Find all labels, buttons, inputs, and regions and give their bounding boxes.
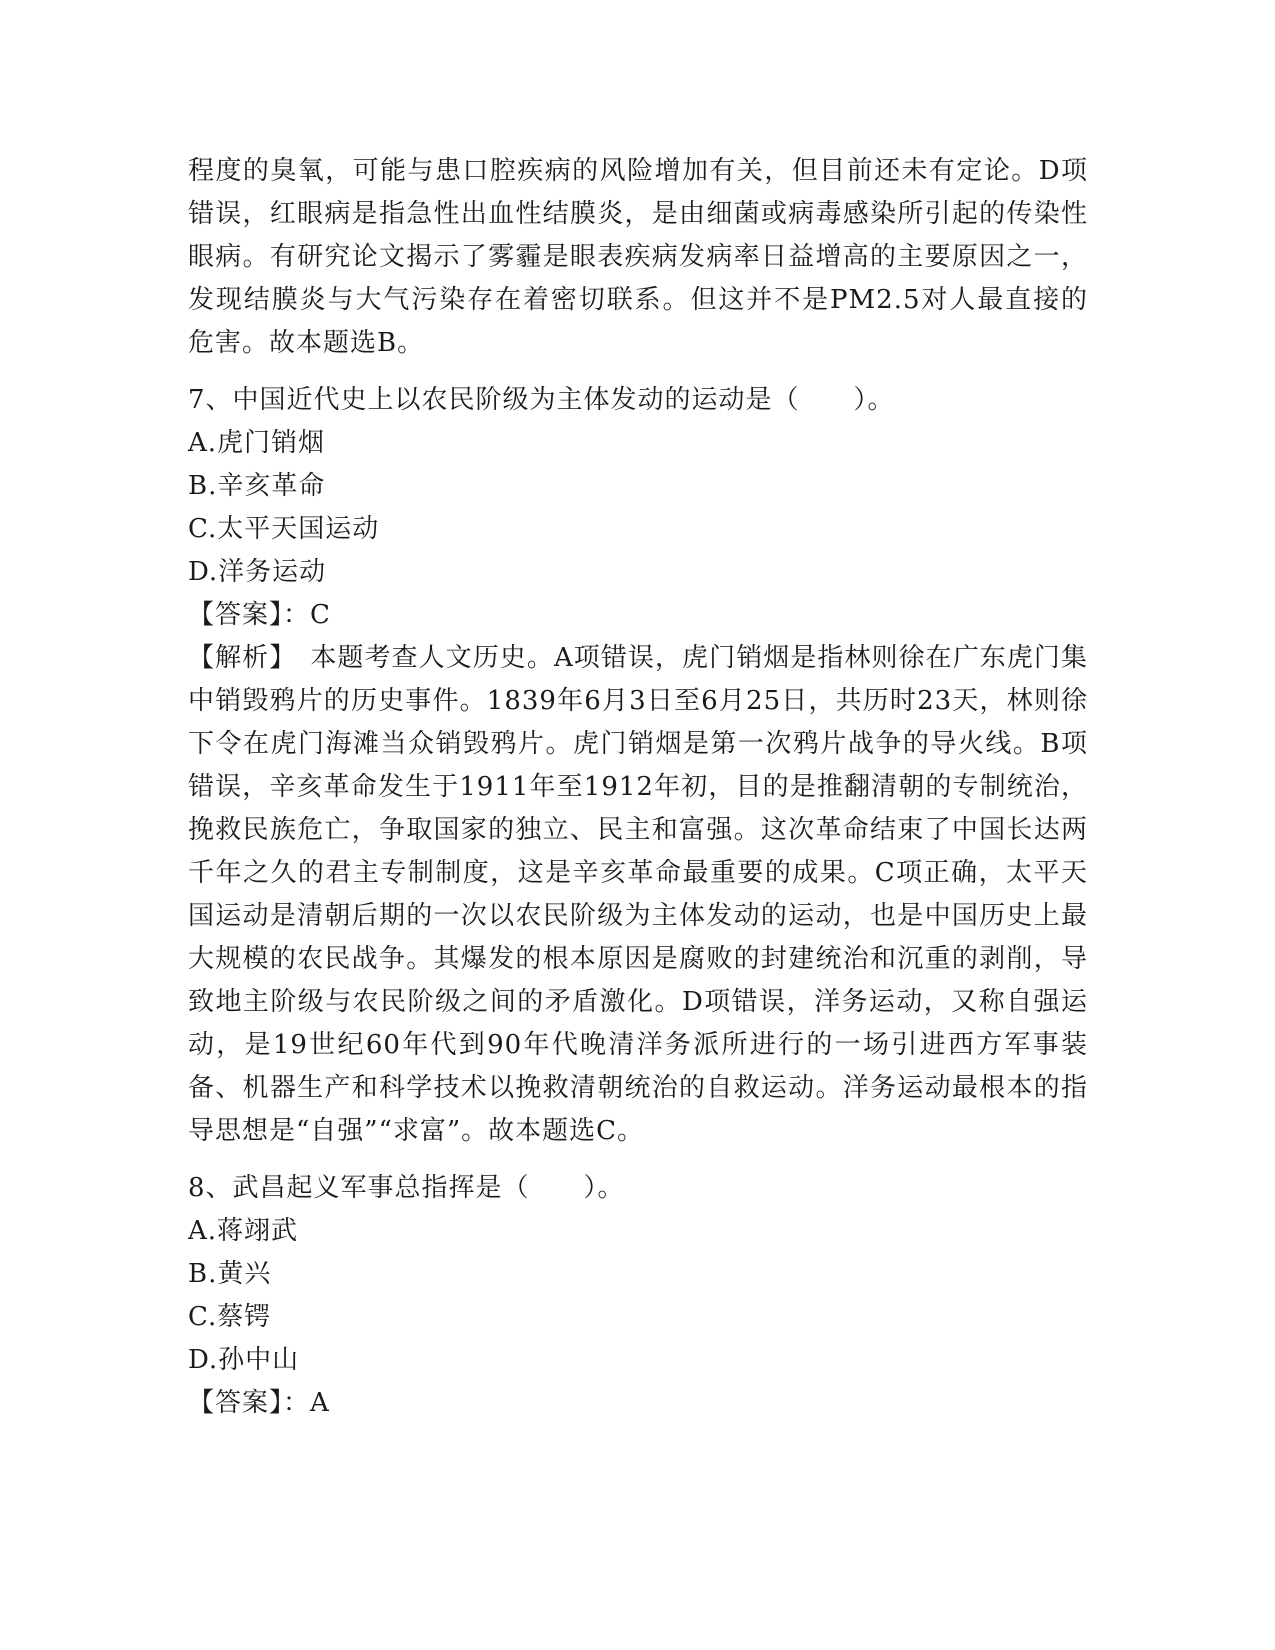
option-a: A.蒋翊武 [188,1216,299,1246]
option-c: C.蔡锷 [188,1302,272,1332]
question-stem: 8、武昌起义军事总指挥是（ ）。 [188,1173,625,1203]
question-stem: 7、中国近代史上以农民阶级为主体发动的运动是（ ）。 [188,385,895,415]
answer-line: 【答案】：A [188,1388,330,1418]
document-page [188,150,1088,1425]
option-a: A.虎门销烟 [188,428,326,458]
option-b: B.辛亥革命 [188,471,326,501]
question-7 [188,379,1088,1153]
previous-analysis-continuation: 程度的臭氧，可能与患口腔疾病的风险增加有关，但目前还未有定论。D项错误，红眼病是指急性出血性结膜炎，是由细菌或病毒感染所引起的传染性眼病。有研究论文揭示了雾霾是眼表疾病发病率日益增高的主要原因之一，发现结膜炎与大气污染存在着密切联系。但这并不是PM2.5对人最直接的危害。故本题选B。 [188,156,1088,358]
analysis-paragraph: 【解析】 本题考查人文历史。A项错误，虎门销烟是指林则徐在广东虎门集中销毁鸦片的历史事件。1839年6月3日至6月25日，共历时23天，林则徐下令在虎门海滩当众销毁鸦片。虎门销烟是第一次鸦片战争的导火线。B项错误，辛亥革命发生于1911年至1912年初，目的是推翻清朝的专制统治，挽救民族危亡，争取国家的独立、民主和富强。这次革命结束了中国长达两千年之久的君主专制制度，这是辛亥革命最重要的成果。C项正确，太平天国运动是清朝后期的一次以农民阶级为主体发动的运动，也是中国历史上最大规模的农民战争。其爆发的根本原因是腐败的封建统治和沉重的剥削，导致地主阶级与农民阶级之间的矛盾激化。D项错误，洋务运动，又称自强运动，是19世纪60年代到90年代晚清洋务派所进行的一场引进西方军事装备、机器生产和科学技术以挽救清朝统治的自救运动。洋务运动最根本的指导思想是“自强”“求富”。故本题选C。 [188,643,1088,1146]
option-c: C.太平天国运动 [188,514,380,544]
option-b: B.黄兴 [188,1259,272,1289]
question-8 [188,1167,1088,1425]
option-d: D.洋务运动 [188,557,327,587]
option-d: D.孙中山 [188,1345,300,1375]
answer-line: 【答案】：C [188,600,331,630]
